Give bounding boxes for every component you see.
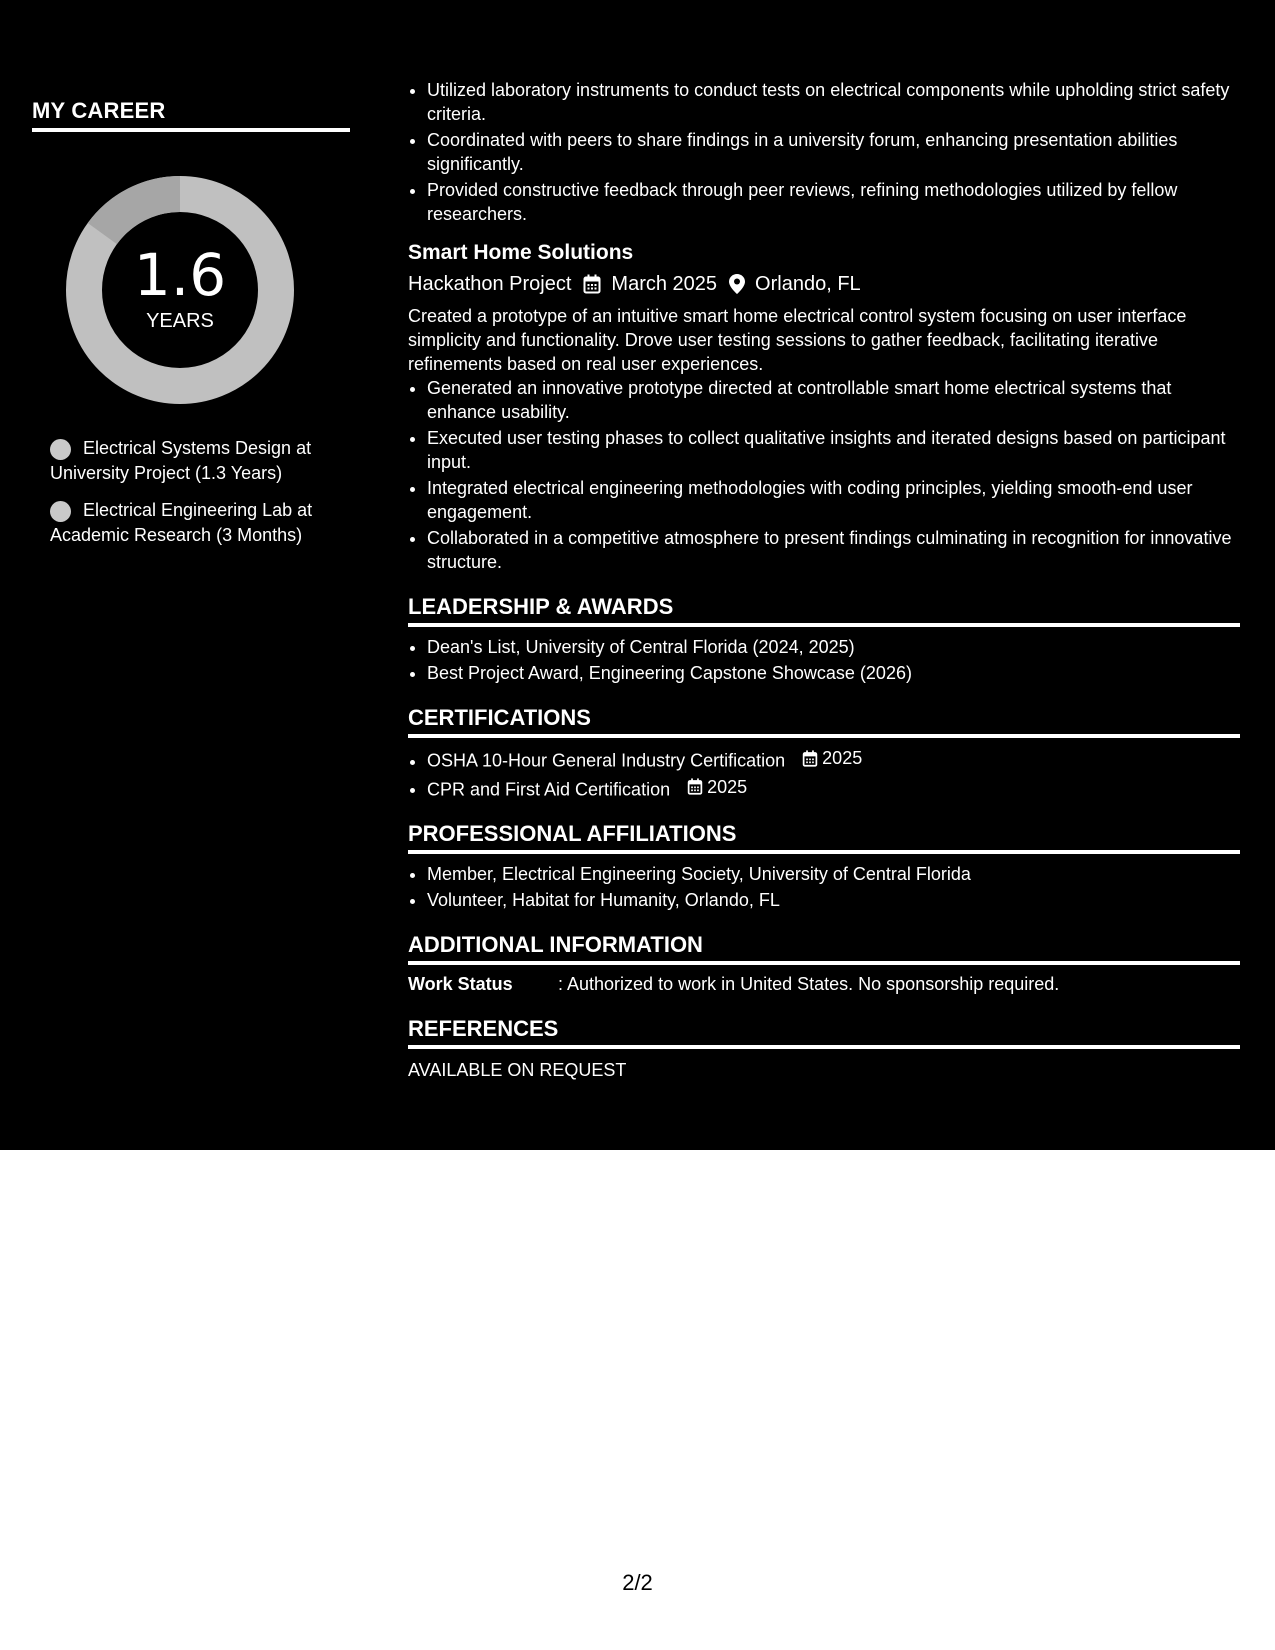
list-item: • Best Project Award, Engineering Capstone Showcase (2026) <box>427 661 1240 685</box>
legend-dot-icon <box>50 439 71 460</box>
legend-label: Electrical Systems Design at University Project (1.3 Years) <box>50 438 312 483</box>
leadership-section-title: LEADERSHIP & AWARDS <box>408 592 1240 627</box>
certifications-list <box>408 746 1240 801</box>
career-section-title: MY CAREER <box>32 98 350 132</box>
list-item: • Coordinated with peers to share findings in a university forum, enhancing presentation abilities significantly. <box>427 128 1240 176</box>
calendar-icon <box>687 778 703 795</box>
location-pin-icon <box>729 274 745 294</box>
list-item: • Volunteer, Habitat for Humanity, Orlando, FL <box>427 888 1240 912</box>
list-item: • Dean's List, University of Central Florida (2024, 2025) <box>427 635 1240 659</box>
affiliations-list <box>408 862 1240 912</box>
legend-dot-icon <box>50 501 71 522</box>
experience-bullets <box>408 78 1240 226</box>
list-item: • Integrated electrical engineering methodologies with coding principles, yielding smooth-end user engagement. <box>427 476 1240 524</box>
list-item: • Provided constructive feedback through peer reviews, refining methodologies utilized by fellow researchers. <box>427 178 1240 226</box>
references-section-title: REFERENCES <box>408 1014 1240 1049</box>
legend-item <box>50 436 350 486</box>
certification-name: OSHA 10-Hour General Industry Certification <box>427 750 786 771</box>
work-status-row <box>408 972 1240 996</box>
page-number: 2/2 <box>622 1570 653 1595</box>
certification-year: 2025 <box>707 776 748 797</box>
references-text: AVAILABLE ON REQUEST <box>408 1060 627 1080</box>
calendar-icon <box>583 274 601 294</box>
certification-date <box>687 775 747 799</box>
list-item: • Generated an innovative prototype directed at controllable smart home electrical systems that enhance usability. <box>427 376 1240 424</box>
leadership-list <box>408 635 1240 685</box>
legend-item <box>50 498 350 548</box>
certification-date <box>802 746 862 770</box>
certification-year: 2025 <box>822 748 863 768</box>
certifications-section-title: CERTIFICATIONS <box>408 703 1240 738</box>
list-item: • Utilized laboratory instruments to conduct tests on electrical components while upholding strict safety criteria. <box>427 78 1240 126</box>
list-item: • Member, Electrical Engineering Society, University of Central Florida <box>427 862 1240 886</box>
career-legend <box>50 436 350 560</box>
list-item <box>427 775 1240 802</box>
main-content <box>408 78 1240 1082</box>
list-item: • Executed user testing phases to collect qualitative insights and iterated designs based on participant input. <box>427 426 1240 474</box>
certification-name: CPR and First Aid Certification <box>427 779 671 799</box>
project-date: March 2025 <box>611 273 718 295</box>
list-item <box>427 746 1240 773</box>
donut-segment-short <box>102 194 180 234</box>
legend-label: Electrical Engineering Lab at Academic Research (3 Months) <box>50 500 313 545</box>
project-meta <box>408 271 1240 297</box>
career-years-unit: YEARS <box>146 310 214 332</box>
project-bullets <box>408 376 1240 574</box>
career-years-value: 1.6 <box>133 241 227 309</box>
project-description: Created a prototype of an intuitive smart home electrical control system focusing on user interface simplicity and functionality. Drove user testing sessions to gather feedback, facilitating iterative refinements based on real user experiences. <box>408 306 1187 374</box>
affiliations-section-title: PROFESSIONAL AFFILIATIONS <box>408 819 1240 854</box>
project-type: Hackathon Project <box>408 273 572 295</box>
sidebar <box>0 0 380 1150</box>
project-location: Orlando, FL <box>755 273 861 295</box>
calendar-icon <box>802 750 818 767</box>
list-item: • Collaborated in a competitive atmosphere to present findings culminating in recognition for innovative structure. <box>427 526 1240 574</box>
work-status-label: Work Status <box>408 974 513 994</box>
work-status-value: : Authorized to work in United States. No sponsorship required. <box>558 974 1060 994</box>
additional-info-section-title: ADDITIONAL INFORMATION <box>408 930 1240 965</box>
project-title: Smart Home Solutions <box>408 241 634 264</box>
